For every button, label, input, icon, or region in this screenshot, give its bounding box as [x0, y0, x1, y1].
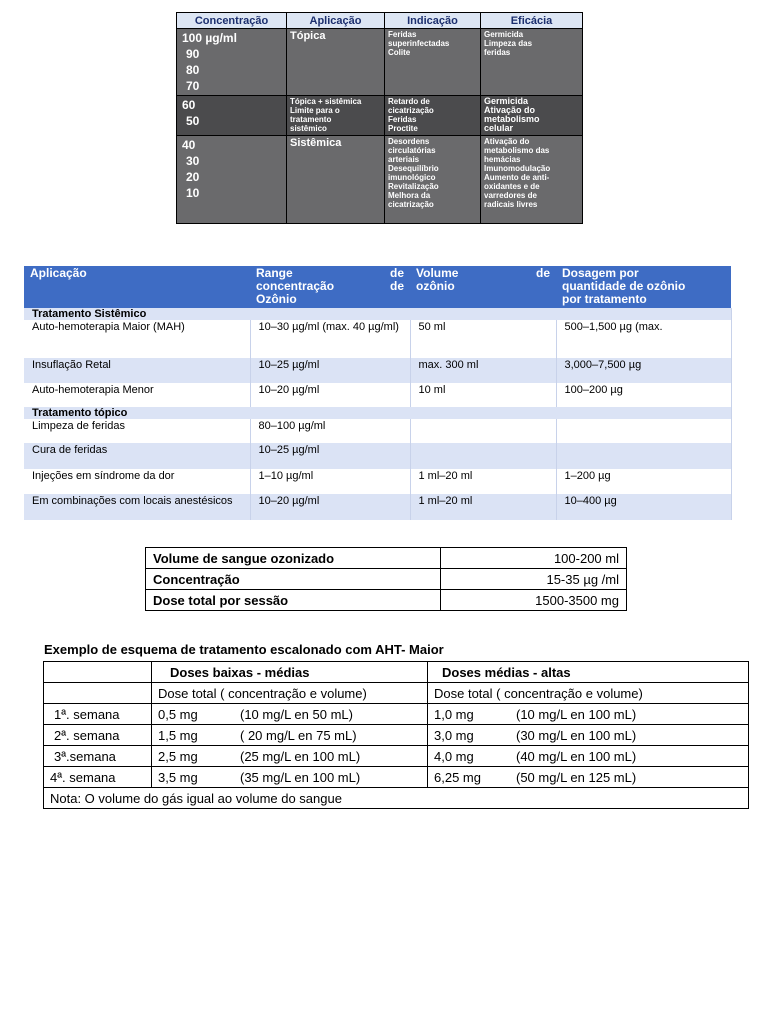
- t4-dose: 2,5 mg: [158, 748, 198, 764]
- t1-text-line: hemácias: [484, 155, 521, 164]
- t3-value: 1500-3500 mg: [441, 590, 627, 611]
- t1-text-line: imunológico: [388, 173, 436, 182]
- t2-cell: 1 ml–20 ml: [410, 469, 556, 494]
- t1-text-line: circulatórias: [388, 146, 436, 155]
- table-row: [24, 358, 731, 383]
- t2-header-word: por tratamento: [562, 292, 647, 306]
- t1-header: Eficácia: [481, 13, 583, 29]
- t4-detail: ( 20 mg/L en 75 mL): [240, 727, 357, 743]
- t1-text-line: cicatrização: [388, 200, 434, 209]
- t4-week: 4ª. semana: [44, 767, 152, 788]
- t1-efficacy-cell: [481, 96, 583, 136]
- t1-text-line: radicais livres: [484, 200, 538, 209]
- t1-indication-cell: [385, 96, 481, 136]
- t1-text-line: Ativação do: [484, 105, 536, 115]
- t4-high-cell: [428, 767, 749, 788]
- t1-text-line: Tópica + sistêmica: [290, 97, 362, 106]
- t4-dose: 6,25 mg: [434, 769, 481, 785]
- t2-header-word: Range: [256, 266, 293, 280]
- t4-dose: 3,0 mg: [434, 727, 474, 743]
- t2-cell: 10–400 µg: [556, 494, 731, 520]
- t1-row-topical-systemic: [177, 96, 583, 136]
- t1-conc-value: 30: [186, 154, 200, 168]
- t1-text-line: Limpeza das: [484, 39, 533, 48]
- t2-header-word: Volume: [416, 266, 459, 280]
- t2-section-label: Tratamento tópico: [24, 407, 731, 419]
- t4-detail: (40 mg/L en 100 mL): [516, 748, 637, 764]
- t2-header-word: ozônio: [416, 279, 455, 293]
- t2-header-word: concentração: [256, 279, 335, 293]
- t3-value: 100-200 ml: [441, 548, 627, 569]
- table-row: [146, 569, 627, 590]
- t1-header: Concentração: [177, 13, 287, 29]
- table-row: [44, 767, 749, 788]
- t2-section-systemic: [24, 308, 731, 320]
- t2-header-dosage: [556, 266, 731, 308]
- t2-section-label: Tratamento Sistêmico: [24, 308, 731, 320]
- ozone-application-table: [24, 266, 732, 520]
- t1-efficacy-cell: [481, 29, 583, 96]
- t4-note-row: [44, 788, 749, 809]
- t2-section-topical: [24, 407, 731, 419]
- t2-header-application: Aplicação: [24, 266, 250, 308]
- t4-week: 3ª.semana: [44, 746, 152, 767]
- table-row: [24, 419, 731, 443]
- ozonized-blood-summary-table: [145, 547, 627, 611]
- t1-text-line: Limite para o: [290, 106, 340, 115]
- t1-concentration-cell: [177, 136, 287, 224]
- t4-detail: (35 mg/L en 100 mL): [240, 769, 361, 785]
- t1-conc-value: 90: [186, 47, 200, 61]
- t2-header-word: de: [389, 279, 404, 293]
- table-row: [146, 548, 627, 569]
- t4-week: 2ª. semana: [44, 725, 152, 746]
- t4-detail: (30 mg/L en 100 mL): [516, 727, 637, 743]
- t4-dose: 4,0 mg: [434, 748, 474, 764]
- t4-dose: 1,0 mg: [434, 706, 474, 722]
- t4-dose: 0,5 mg: [158, 706, 198, 722]
- t1-application-cell: Sistêmica: [287, 136, 385, 224]
- t1-header: Indicação: [385, 13, 481, 29]
- t2-header-word: quantidade de ozônio: [562, 279, 686, 293]
- t4-sub-header-row: [44, 683, 749, 704]
- t1-text-line: superinfectadas: [388, 39, 450, 48]
- t1-text-line: cicatrização: [388, 106, 434, 115]
- t1-indication-cell: [385, 136, 481, 224]
- t2-cell: 10–30 µg/ml (max. 40 µg/ml): [250, 320, 410, 358]
- t1-conc-value: 40: [182, 138, 196, 152]
- t2-cell: 10–25 µg/ml: [250, 443, 410, 469]
- table-row: [44, 704, 749, 725]
- t2-cell: Insuflação Retal: [24, 358, 250, 383]
- t1-text-line: Germicida: [484, 30, 524, 39]
- table-row: [24, 494, 731, 520]
- t2-cell: 10–20 µg/ml: [250, 383, 410, 407]
- t2-cell: 1–10 µg/ml: [250, 469, 410, 494]
- t4-detail: (25 mg/L en 100 mL): [240, 748, 361, 764]
- table-row: [146, 590, 627, 611]
- t3-label: Dose total por sessão: [146, 590, 441, 611]
- t2-cell: Limpeza de feridas: [24, 419, 250, 443]
- t1-header-row: [177, 13, 583, 29]
- t2-cell: 1 ml–20 ml: [410, 494, 556, 520]
- t1-text-line: Imunomodulação: [484, 164, 551, 173]
- t1-text-line: sistêmico: [290, 124, 327, 133]
- table-row: [44, 746, 749, 767]
- t2-cell: 100–200 µg: [556, 383, 731, 407]
- t4-low-cell: [152, 725, 428, 746]
- t1-text-line: celular: [484, 123, 514, 133]
- t2-cell: Auto-hemoterapia Menor: [24, 383, 250, 407]
- t2-cell: Cura de feridas: [24, 443, 250, 469]
- t2-header-word: Ozônio: [256, 292, 297, 306]
- t1-text-line: metabolismo: [484, 114, 540, 124]
- t2-cell: [410, 419, 556, 443]
- t4-header-high: Doses médias - altas: [428, 662, 749, 683]
- t4-low-cell: [152, 746, 428, 767]
- t4-empty-cell: [44, 683, 152, 704]
- t1-row-topical: [177, 29, 583, 96]
- t4-header-low: Doses baixas - médias: [152, 662, 428, 683]
- t1-text-line: Melhora da: [388, 191, 431, 200]
- t4-high-cell: [428, 746, 749, 767]
- t1-text-line: Ativação do: [484, 137, 530, 146]
- t4-detail: (50 mg/L en 125 mL): [516, 769, 637, 785]
- t3-label: Concentração: [146, 569, 441, 590]
- t2-header-volume: [410, 266, 556, 308]
- t4-low-cell: [152, 767, 428, 788]
- t1-text-line: Feridas: [388, 115, 417, 124]
- t2-header-word: Dosagem por: [562, 266, 639, 280]
- t2-cell: [556, 419, 731, 443]
- t3-label: Volume de sangue ozonizado: [146, 548, 441, 569]
- t1-conc-value: 80: [186, 63, 200, 77]
- t1-text-line: Desequilíbrio: [388, 164, 439, 173]
- t4-header-row: [44, 662, 749, 683]
- t2-cell: 10–25 µg/ml: [250, 358, 410, 383]
- t2-cell: 50 ml: [410, 320, 556, 358]
- t1-text-line: Colite: [388, 48, 411, 57]
- t1-concentration-cell: [177, 96, 287, 136]
- treatment-scheme-title: Exemplo de esquema de tratamento escalonado com AHT- Maior: [44, 642, 444, 657]
- t1-conc-value: 10: [186, 186, 200, 200]
- t2-cell: Injeções em síndrome da dor: [24, 469, 250, 494]
- t1-text-line: Desordens: [388, 137, 430, 146]
- t1-text-line: Proctite: [388, 124, 418, 133]
- t1-text-line: Revitalização: [388, 182, 439, 191]
- t4-high-cell: [428, 725, 749, 746]
- t2-header-word: de: [389, 266, 404, 280]
- t2-cell: 10–20 µg/ml: [250, 494, 410, 520]
- t2-cell: 1–200 µg: [556, 469, 731, 494]
- t1-text-line: Germicida: [484, 96, 529, 106]
- t1-indication-cell: [385, 29, 481, 96]
- t4-low-cell: [152, 704, 428, 725]
- t4-empty-cell: [44, 662, 152, 683]
- t4-detail: (10 mg/L en 50 mL): [240, 706, 353, 722]
- t4-dose: 1,5 mg: [158, 727, 198, 743]
- t3-value: 15-35 µg /ml: [441, 569, 627, 590]
- t1-text-line: Feridas: [388, 30, 417, 39]
- t2-cell: max. 300 ml: [410, 358, 556, 383]
- t2-cell: [556, 443, 731, 469]
- t4-dose: 3,5 mg: [158, 769, 198, 785]
- t4-week: 1ª. semana: [44, 704, 152, 725]
- t2-header-row: [24, 266, 731, 308]
- table-row: [24, 469, 731, 494]
- t4-note: Nota: O volume do gás igual ao volume do sangue: [44, 788, 749, 809]
- t1-row-systemic: [177, 136, 583, 224]
- t2-cell: 10 ml: [410, 383, 556, 407]
- t1-header: Aplicação: [287, 13, 385, 29]
- t1-conc-value: 70: [186, 79, 200, 93]
- t2-cell: 80–100 µg/ml: [250, 419, 410, 443]
- t1-text-line: metabolismo das: [484, 146, 550, 155]
- t4-detail: (10 mg/L en 100 mL): [516, 706, 637, 722]
- table-row: [24, 320, 731, 358]
- t2-cell: 500–1,500 µg (max.: [556, 320, 731, 358]
- table-row: [24, 383, 731, 407]
- escalated-treatment-table: [43, 661, 749, 809]
- t1-application-cell: [287, 96, 385, 136]
- t4-sub-header: Dose total ( concentração e volume): [152, 683, 428, 704]
- t2-cell: [410, 443, 556, 469]
- t1-text-line: varredores de: [484, 191, 537, 200]
- t2-cell: 3,000–7,500 µg: [556, 358, 731, 383]
- ozone-concentration-table: [176, 12, 583, 224]
- t1-text-line: oxidantes e de: [484, 182, 540, 191]
- t1-efficacy-cell: [481, 136, 583, 224]
- t1-text-line: Aumento de anti-: [484, 173, 550, 182]
- t1-text-line: arteriais: [388, 155, 420, 164]
- t1-text-line: tratamento: [290, 115, 332, 124]
- t2-cell: Em combinações com locais anestésicos: [24, 494, 250, 520]
- t1-conc-value: 100 µg/ml: [182, 31, 237, 45]
- table-row: [44, 725, 749, 746]
- table-row: [24, 443, 731, 469]
- t1-text-line: Retardo de: [388, 97, 430, 106]
- t2-header-word: de: [535, 266, 550, 280]
- t4-high-cell: [428, 704, 749, 725]
- t2-header-range: [250, 266, 410, 308]
- t4-sub-header: Dose total ( concentração e volume): [428, 683, 749, 704]
- t1-conc-value: 50: [186, 114, 200, 128]
- t1-conc-value: 20: [186, 170, 200, 184]
- t1-text-line: feridas: [484, 48, 511, 57]
- t1-concentration-cell: [177, 29, 287, 96]
- t2-cell: Auto-hemoterapia Maior (MAH): [24, 320, 250, 358]
- t1-conc-value: 60: [182, 98, 196, 112]
- t1-application-cell: Tópica: [287, 29, 385, 96]
